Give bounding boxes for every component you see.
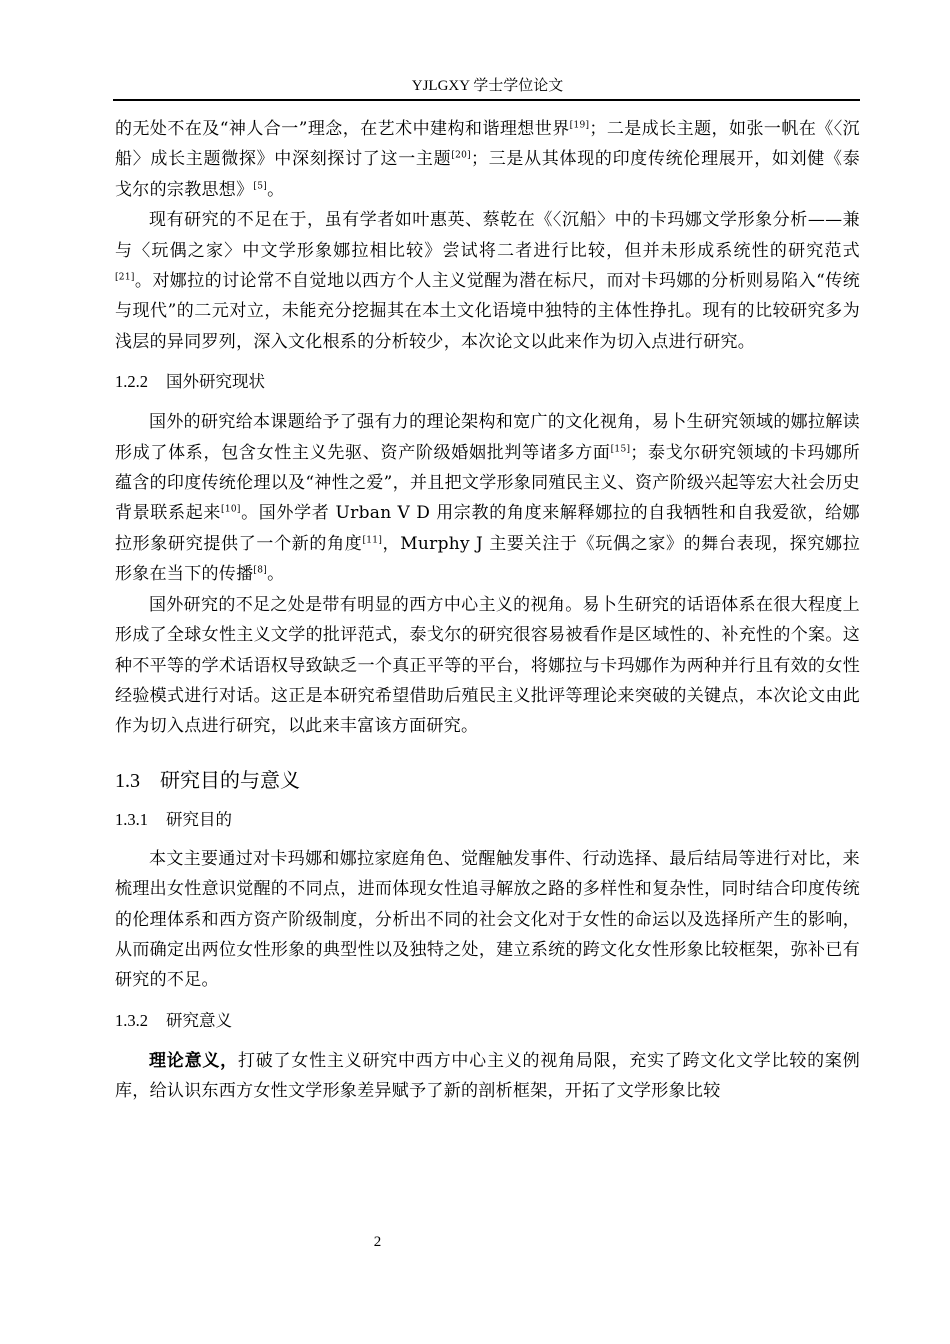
heading-number: 1.3.1 — [115, 809, 148, 829]
text-run: 。 — [267, 564, 285, 585]
citation-ref: [19] — [569, 120, 590, 131]
text-run: ；二是成长主题，如张一帆在《〈沉船〉成长主题微探》中深刻探讨了这一主题 — [115, 119, 860, 170]
heading-title: 研究目的与意义 — [160, 767, 300, 792]
body-content — [115, 114, 860, 1107]
header-rule — [113, 99, 860, 101]
heading-title: 国外研究现状 — [166, 372, 265, 392]
citation-ref: [15] — [610, 444, 631, 454]
text-run: ；三是从其体现的印度传统伦理展开，如刘健《泰戈尔的宗教思想》 — [115, 149, 860, 200]
heading-title: 研究意义 — [166, 1010, 232, 1030]
text-run: 国外的研究给本课题给予了强有力的理论架构和宽广的文化视角，易卜生研究领域的娜拉解读形成了体系，包含女性主义先驱、资产阶级婚姻批判等诸多方面 — [115, 412, 860, 463]
heading-1-2-2 — [115, 370, 860, 394]
text-run: 。 — [267, 179, 285, 200]
paragraph-research-significance — [115, 1046, 860, 1107]
paragraph-foreign-shortcomings: 国外研究的不足之处是带有明显的西方中心主义的视角。易卜生研究的话语体系在很大程度上形成了全球女性主义文学的批评范式，泰戈尔的研究很容易被看作是区域性的、补充性的个案。这种不平等的学术话语权导致缺乏一个真正平等的平台，将娜拉与卡玛娜作为两种并行且有效的女性经验模式进行对话。这正是本研究希望借助后殖民主义批评等理论来突破的关键点，本次论文由此作为切入点进行研究，以此来丰富该方面研究。 — [115, 594, 860, 737]
paragraph-domestic-shortcomings — [115, 205, 860, 357]
text-run: 的无处不在及“神人合一”理念，在艺术中建构和谐理想世界 — [115, 119, 570, 139]
heading-1-3 — [115, 765, 860, 796]
text-run: 。对娜拉的讨论常不自觉地以西方个人主义觉醒为潜在标尺，而对卡玛娜的分析则易陷入“传统与现代”的二元对立，未能充分挖掘其在本土文化语境中独特的主体性挣扎。现有的比较研究多为浅层的异同罗列，深入文化根系的分析较少，本次论文以此来作为切入点进行研究。 — [115, 271, 860, 352]
heading-title: 研究目的 — [166, 809, 232, 829]
text-run: 打破了女性主义研究中西方中心主义的视角局限，充实了跨文化文学比较的案例库，给认识东西方女性文学形象差异赋予了新的剖析框架，开拓了文学形象比较 — [115, 1050, 860, 1102]
paragraph-foreign-status — [115, 407, 860, 589]
running-header: YJLGXY 学士学位论文 — [411, 78, 564, 94]
text-run: ；泰戈尔研究领域的卡玛娜所蕴含的印度传统伦理以及“神性之爱”，并且把文学形象同殖民主义、资产阶级兴起等宏大社会历史背景联系起来 — [115, 442, 860, 524]
text-run: 现有研究的不足在于，虽有学者如叶惠英、蔡乾在《〈沉船〉中的卡玛娜文学形象分析——兼与〈玩偶之家〉中文学形象娜拉相比较》尝试将二者进行比较，但并未形成系统性的研究范式 — [115, 210, 860, 261]
text-run: ，Murphy J 主要关注于《玩偶之家》的舞台表现，探究娜拉形象在当下的传播 — [115, 533, 861, 585]
paragraph-continuation — [115, 114, 860, 205]
heading-number: 1.3.2 — [115, 1010, 148, 1030]
citation-ref: [21] — [115, 272, 135, 283]
heading-1-3-2 — [115, 1009, 860, 1033]
heading-number: 1.3 — [115, 769, 140, 792]
citation-ref: [8] — [253, 565, 268, 576]
citation-ref: [11] — [362, 535, 383, 546]
bold-lead-text: 理论意义， — [149, 1050, 238, 1071]
heading-1-3-1 — [115, 808, 860, 832]
page-number: 2 — [373, 1234, 382, 1250]
citation-ref: [20] — [451, 150, 471, 161]
citation-ref: [10] — [221, 504, 241, 515]
citation-ref: [5] — [253, 181, 268, 192]
paragraph-research-purpose: 本文主要通过对卡玛娜和娜拉家庭角色、觉醒触发事件、行动选择、最后结局等进行对比，来梳理出女性意识觉醒的不同点，进而体现女性追寻解放之路的多样性和复杂性，同时结合印度传统的伦理体系和西方资产阶级制度，分析出不同的社会文化对于女性的命运以及选择所产生的影响，从而确定出两位女性形象的典型性以及独特之处，建立系统的跨文化女性形象比较框架，弥补已有研究的不足。 — [115, 848, 860, 991]
text-run: 。国外学者 Urban V D 用宗教的角度来解释娜拉的自我牺牲和自我爱欲，给娜拉形象研究提供了一个新的角度 — [115, 503, 860, 554]
heading-number: 1.2.2 — [115, 372, 148, 392]
